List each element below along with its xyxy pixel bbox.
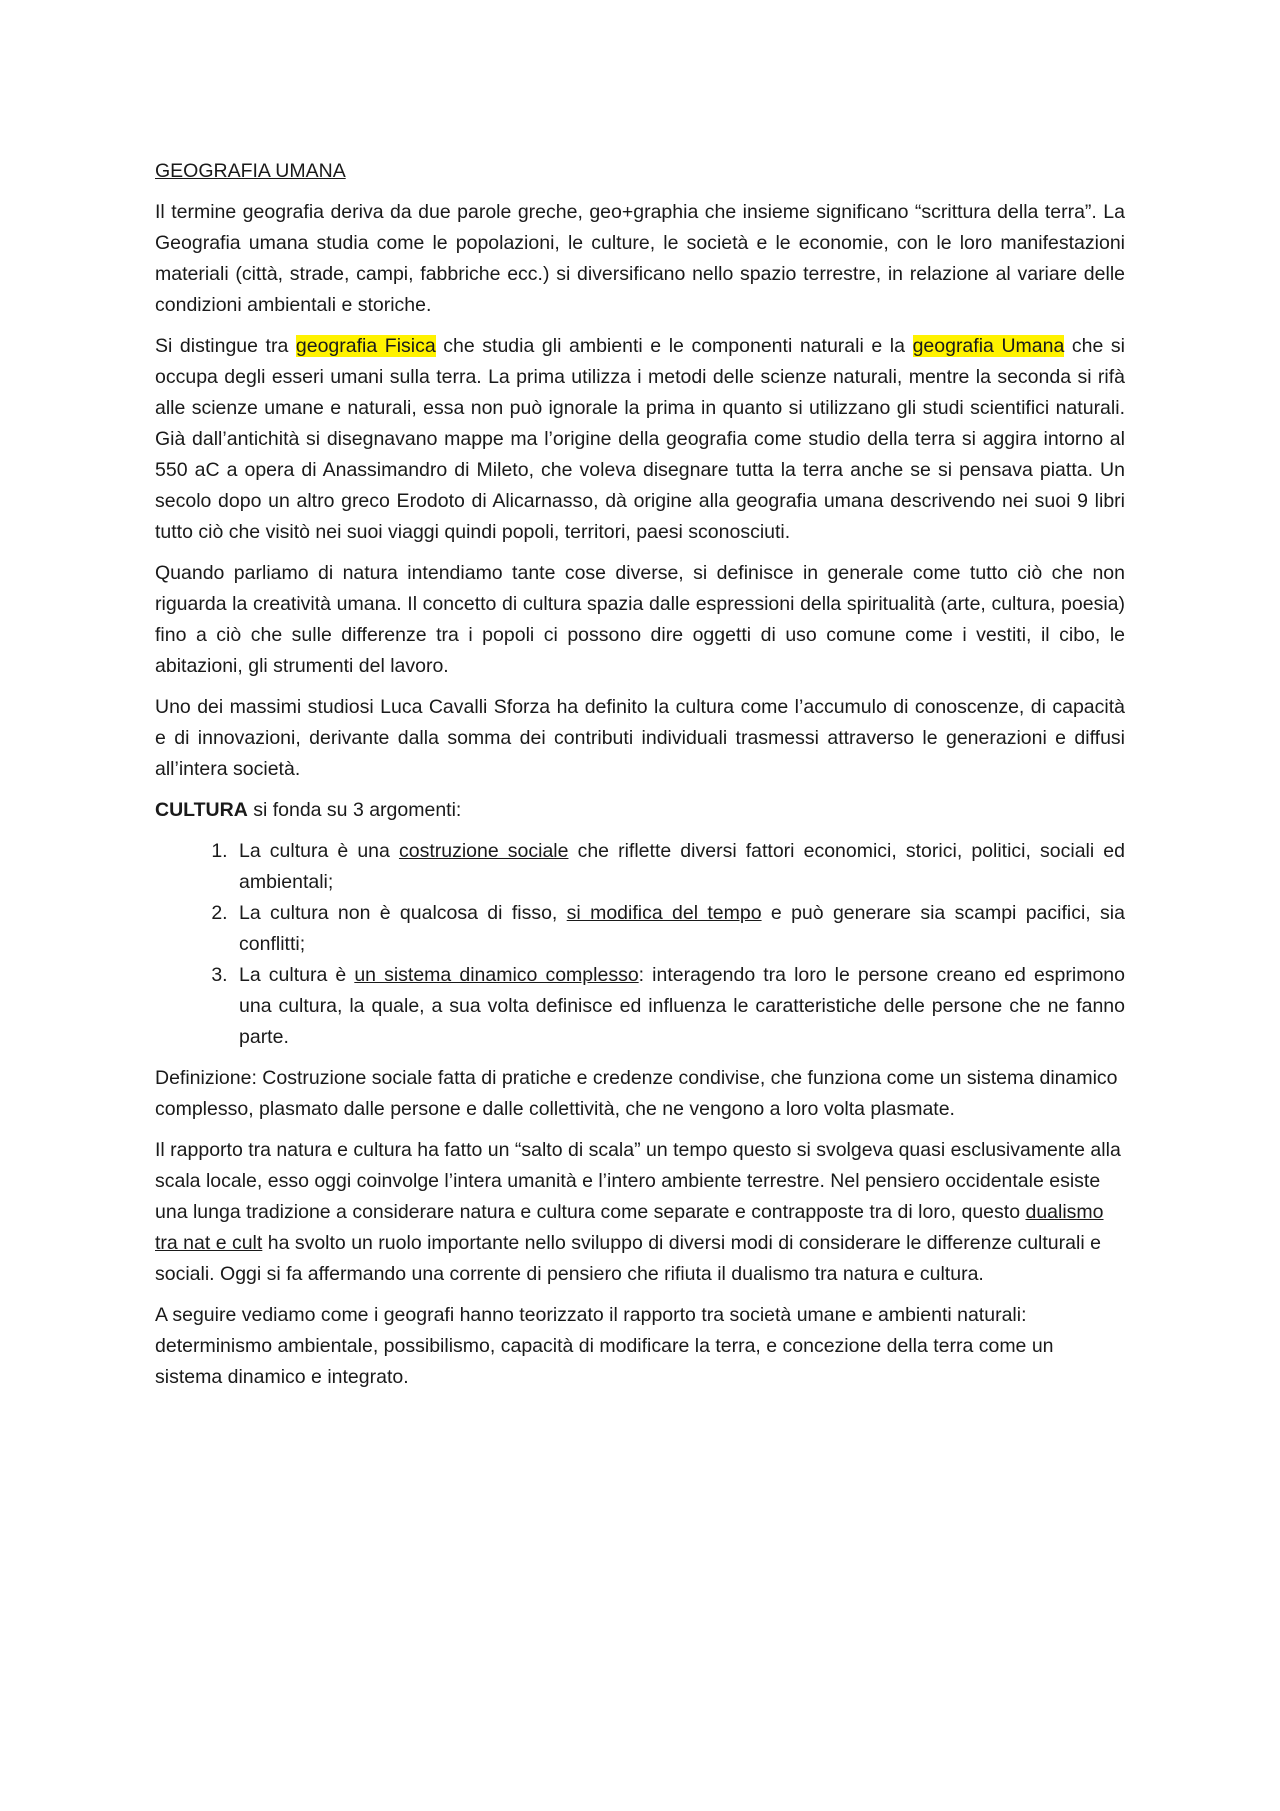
text-segment: che riflette diversi fattori economici, storici, politici, sociali ed ambientali; (239, 840, 1125, 893)
paragraph-definizione: Definizione: Costruzione sociale fatta di pratiche e credenze condivise, che funziona come un sistema dinamico complesso, plasmato dalle persone e dalle collettività, che ne vengono a loro volta plasmate. (155, 1067, 1118, 1120)
paragraph-cultura-intro (155, 795, 1125, 826)
text-segment: La cultura è una (239, 840, 399, 862)
paragraph-cavalli-sforza: Uno dei massimi studiosi Luca Cavalli Sforza ha definito la cultura come l’accumulo di conoscenze, di capacità e di innovazioni, derivante dalla somma dei contributi individuali trasmessi attraverso le generazioni e diffusi all’intera società. (155, 696, 1125, 780)
paragraph-intro: Il termine geografia deriva da due parole greche, geo+graphia che insieme significano “scrittura della terra”. La Geografia umana studia come le popolazioni, le culture, le società e le economie, con le loro manifestazioni materiali (città, strade, campi, fabbriche ecc.) si diversificano nello spazio terrestre, in relazione al variare delle condizioni ambientali e storiche. (155, 201, 1125, 316)
paragraph-geografi: A seguire vediamo come i geografi hanno teorizzato il rapporto tra società umane e ambienti naturali: determinismo ambientale, possibilismo, capacità di modificare la terra, e concezione della terra come un sistema dinamico e integrato. (155, 1304, 1054, 1388)
list-item (233, 898, 1125, 960)
text-segment: che studia gli ambienti e le componenti naturali e la (435, 335, 913, 357)
highlight-geografia-fisica: geografia Fisica (295, 335, 436, 357)
text-segment: : interagendo tra loro le persone creano ed esprimono una cultura, la quale, a sua volta definisce ed influenza le caratteristiche delle persone che ne fanno parte. (239, 964, 1125, 1048)
underlined-term: dualismo tra nat e cult (155, 1201, 1104, 1254)
text-segment: La cultura è (239, 964, 355, 986)
underlined-term: si modifica del tempo (566, 902, 762, 924)
underlined-term: costruzione sociale (398, 840, 569, 862)
document-page (155, 156, 1125, 1403)
paragraph-fisica-umana (155, 331, 1125, 548)
highlight-geografia-umana: geografia Umana (912, 335, 1065, 357)
paragraph-salto-di-scala (155, 1135, 1125, 1290)
text-segment: La cultura non è qualcosa di fisso, (239, 902, 567, 924)
text-segment: Il rapporto tra natura e cultura ha fatto un “salto di scala” un tempo questo si svolgeva quasi esclusivamente alla scala locale, esso oggi coinvolge l’intera umanità e l’intero ambiente terrestre. Nel pensiero occidentale esiste una lunga tradizione a considerare natura e cultura come separate e contrapposte tra di loro, questo (155, 1139, 1121, 1223)
cultura-bold-label: CULTURA (155, 799, 248, 821)
list-item (233, 960, 1125, 1053)
text-segment: Si distingue tra (155, 335, 296, 357)
list-item (233, 836, 1125, 898)
text-segment: si fonda su 3 argomenti: (247, 799, 462, 821)
cultura-arguments-list (155, 836, 1125, 1053)
underlined-term: un sistema dinamico complesso (354, 964, 639, 986)
text-segment: che si occupa degli esseri umani sulla terra. La prima utilizza i metodi delle scienze naturali, mentre la seconda si rifà alle scienze umane e naturali, essa non può ignorale la prima in quanto si utilizzano gli studi scientifici naturali. Già dall’antichità si disegnavano mappe ma l’origine della geografia come studio della terra si aggira intorno al 550 aC a opera di Anassimandro di Mileto, che voleva disegnare tutta la terra anche se si pensava piatta. Un secolo dopo un altro greco Erodoto di Alicarnasso, dà origine alla geografia umana descrivendo nei suoi 9 libri tutto ciò che visitò nei suoi viaggi quindi popoli, territori, paesi sconosciuti. (155, 335, 1126, 543)
text-segment: ha svolto un ruolo importante nello sviluppo di diversi modi di considerare le differenze culturali e sociali. Oggi si fa affermando una corrente di pensiero che rifiuta il dualismo tra natura e cultura. (155, 1232, 1101, 1285)
text-segment: e può generare sia scampi pacifici, sia conflitti; (239, 902, 1125, 955)
paragraph-natura: Quando parliamo di natura intendiamo tante cose diverse, si definisce in generale come tutto ciò che non riguarda la creatività umana. Il concetto di cultura spazia dalle espressioni della spiritualità (arte, cultura, poesia) fino a ciò che sulle differenze tra i popoli ci possono dire oggetti di uso comune come i vestiti, il cibo, le abitazioni, gli strumenti del lavoro. (155, 562, 1125, 677)
page-title: GEOGRAFIA UMANA (155, 160, 346, 182)
